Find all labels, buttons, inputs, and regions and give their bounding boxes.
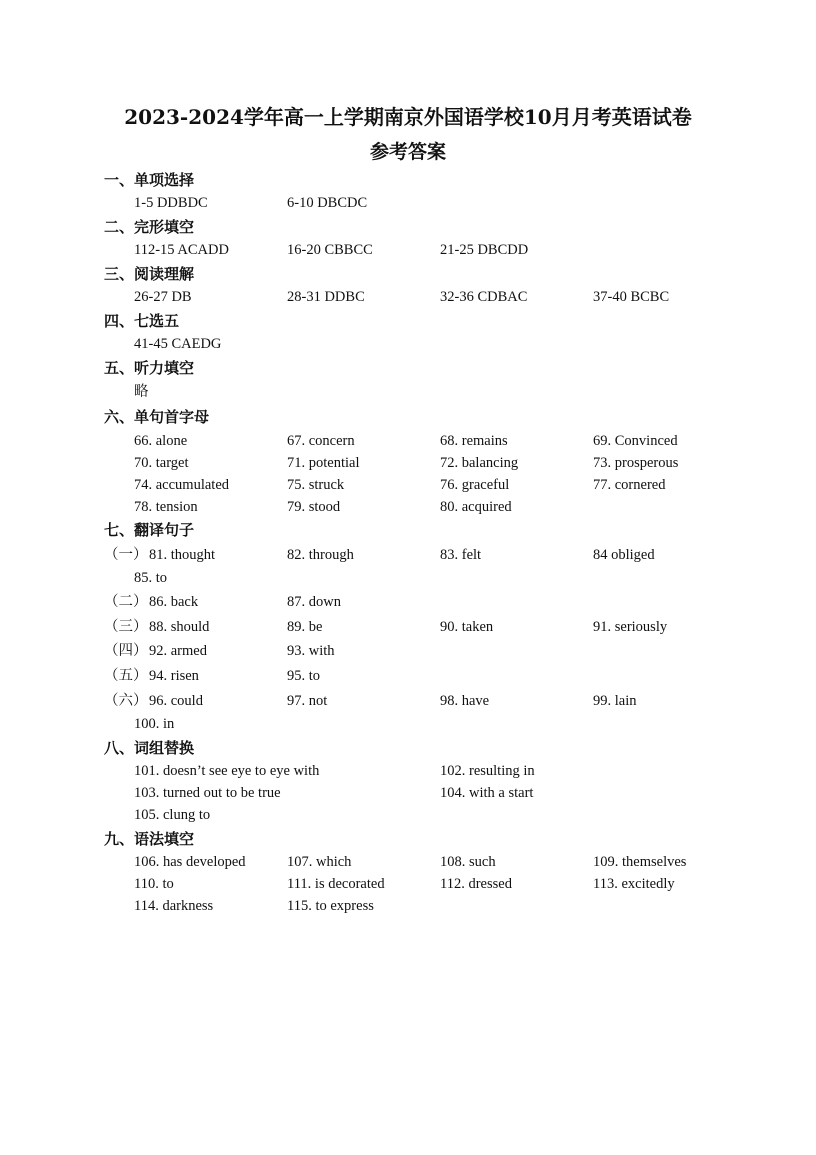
answer-item: 1-5 DDBDC (134, 195, 208, 211)
answer-item: 66. alone (134, 433, 188, 449)
answer-item: 21-25 DBCDD (440, 242, 529, 258)
section-heading-initial-letter: 六、单句首字母 (104, 408, 210, 426)
answer-item: 26-27 DB (134, 289, 192, 305)
answer-item: 86. back (149, 594, 199, 610)
answer-item: 111. is decorated (287, 876, 385, 892)
answer-item: 76. graceful (440, 477, 510, 493)
answer-item: 16-20 CBBCC (287, 242, 373, 258)
answer-item: 99. lain (593, 693, 637, 709)
answer-item: 72. balancing (440, 455, 519, 471)
answer-item: 37-40 BCBC (593, 289, 670, 305)
answer-item: 88. should (149, 619, 210, 635)
answer-item: 28-31 DDBC (287, 289, 365, 305)
answer-item: 107. which (287, 854, 352, 870)
answer-item: 略 (134, 384, 149, 400)
answer-item: 75. struck (287, 477, 345, 493)
answer-item: 94. risen (149, 668, 199, 684)
answer-item: 73. prosperous (593, 455, 679, 471)
section-heading-reading: 三、阅读理解 (104, 265, 195, 283)
section-heading-seven-choose-five: 四、七选五 (104, 312, 180, 330)
answer-item: 103. turned out to be true (134, 785, 281, 801)
answer-item: 110. to (134, 876, 174, 892)
answer-item: 102. resulting in (440, 763, 535, 779)
section-heading-phrase-replacement: 八、词组替换 (104, 739, 195, 757)
subsection-marker: （五） (104, 668, 148, 684)
answer-item: 82. through (287, 547, 354, 563)
subsection-marker: （三） (104, 619, 148, 635)
answer-item: 67. concern (287, 433, 355, 449)
answer-item: 79. stood (287, 499, 341, 515)
answer-item: 92. armed (149, 643, 207, 659)
subsection-marker: （一） (104, 547, 148, 563)
answer-item: 106. has developed (134, 854, 246, 870)
answer-item: 84 obliged (593, 547, 655, 563)
answer-item: 109. themselves (593, 854, 687, 870)
answer-item: 95. to (287, 668, 321, 684)
answer-item: 77. cornered (593, 477, 666, 493)
answer-item: 69. Convinced (593, 433, 678, 449)
answer-item: 80. acquired (440, 499, 512, 515)
answer-item: 96. could (149, 693, 203, 709)
answer-item: 41-45 CAEDG (134, 336, 222, 352)
answer-item: 70. target (134, 455, 189, 471)
answer-item: 68. remains (440, 433, 508, 449)
answer-item: 114. darkness (134, 898, 214, 914)
answer-item: 90. taken (440, 619, 494, 635)
answer-item: 6-10 DBCDC (287, 195, 368, 211)
page-subtitle: 参考答案 (369, 141, 446, 163)
answer-item: 74. accumulated (134, 477, 230, 493)
answer-item: 93. with (287, 643, 335, 659)
answer-item: 71. potential (287, 455, 360, 471)
subsection-marker: （二） (104, 594, 148, 610)
section-heading-grammar-fill: 九、语法填空 (104, 830, 195, 848)
section-heading-listening: 五、听力填空 (104, 359, 195, 377)
answer-item: 78. tension (134, 499, 198, 515)
answer-item: 85. to (134, 570, 168, 586)
answer-item: 89. be (287, 619, 323, 635)
answer-item: 100. in (134, 716, 175, 732)
section-heading-cloze: 二、完形填空 (104, 218, 195, 236)
answer-item: 98. have (440, 693, 490, 709)
page-title: 2023-2024学年高一上学期南京外国语学校10月月考英语试卷 (124, 105, 692, 129)
answer-item: 81. thought (149, 547, 216, 563)
subsection-marker: （六） (104, 693, 148, 709)
section-heading-single-choice: 一、单项选择 (104, 171, 195, 189)
answer-item: 113. excitedly (593, 876, 675, 892)
answer-item: 105. clung to (134, 807, 211, 823)
answer-item: 104. with a start (440, 785, 534, 801)
answer-item: 97. not (287, 693, 328, 709)
answer-item: 83. felt (440, 547, 482, 563)
answer-item: 108. such (440, 854, 496, 870)
subsection-marker: （四） (104, 643, 148, 659)
answer-item: 115. to express (287, 898, 374, 914)
answer-item: 112. dressed (440, 876, 512, 892)
answer-item: 32-36 CDBAC (440, 289, 528, 305)
answer-item: 87. down (287, 594, 341, 610)
answer-item: 91. seriously (593, 619, 668, 635)
section-heading-translation: 七、翻译句子 (104, 521, 195, 539)
answer-item: 101. doesn’t see eye to eye with (134, 763, 320, 779)
answer-item: 112-15 ACADD (134, 242, 229, 258)
